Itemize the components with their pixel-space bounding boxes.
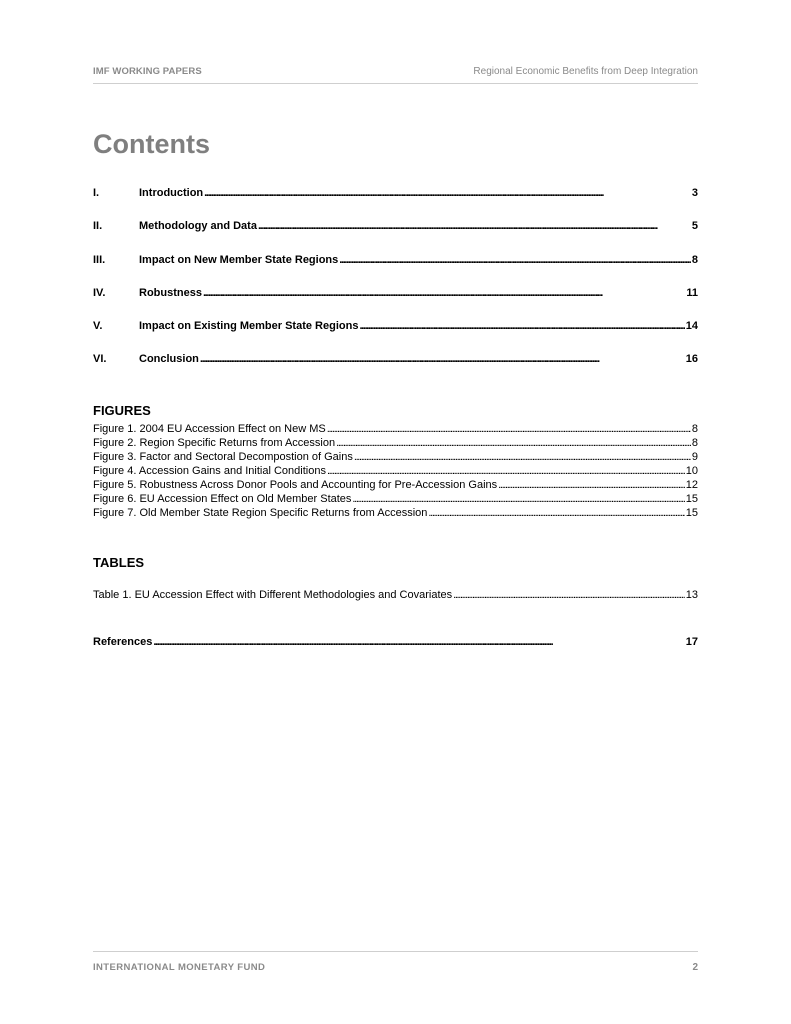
toc-label: Introduction [139,187,204,199]
footer-organization: INTERNATIONAL MONETARY FUND [93,962,266,973]
toc-page-number: 14 [685,320,698,332]
header-paper-title: Regional Economic Benefits from Deep Integration [473,66,698,77]
dot-leader [200,353,685,365]
dot-leader [203,287,685,299]
toc-page-number: 11 [686,287,698,299]
figure-entry[interactable] [93,437,698,449]
dot-leader [354,451,691,463]
toc-label: Conclusion [139,353,199,365]
figure-page-number: 12 [685,479,698,491]
dot-leader [258,220,691,232]
figure-entry[interactable] [93,451,698,463]
references-page-number: 17 [685,636,698,648]
toc-entry-robustness[interactable] [93,287,698,299]
toc-entry-existing-member-states[interactable] [93,320,698,332]
dot-leader [204,187,691,199]
footer-page-number: 2 [692,962,698,973]
dot-leader [339,254,691,266]
table-entry[interactable] [93,589,698,601]
figure-page-number: 8 [691,423,698,435]
dot-leader [359,320,684,332]
dot-leader [352,493,684,505]
figure-page-number: 9 [691,451,698,463]
page-footer [93,951,698,976]
dot-leader [498,479,685,491]
page-title: Contents [93,129,210,159]
toc-label: Impact on New Member State Regions [139,254,339,266]
figure-page-number: 8 [691,437,698,449]
page-header [93,64,698,84]
toc-number: V. [93,320,103,332]
figure-entry[interactable] [93,507,698,519]
toc-page-number: 5 [691,220,698,232]
figure-entry[interactable] [93,423,698,435]
toc-page-number: 3 [691,187,698,199]
toc-label: Robustness [139,287,202,299]
figure-label: Figure 3. Factor and Sectoral Decompostion of Gains [93,451,353,463]
dot-leader [327,423,691,435]
figure-label: Figure 6. EU Accession Effect on Old Member States [93,493,352,505]
figure-entry[interactable] [93,465,698,477]
figure-entry[interactable] [93,493,698,505]
toc-entry-references[interactable] [93,636,698,648]
dot-leader [153,636,684,648]
references-label: References [93,636,153,648]
figure-page-number: 15 [685,507,698,519]
toc-entry-methodology[interactable] [93,220,698,232]
table-label: Table 1. EU Accession Effect with Different Methodologies and Covariates [93,589,453,601]
toc-number: IV. [93,287,106,299]
dot-leader [327,465,685,477]
figure-label: Figure 1. 2004 EU Accession Effect on New MS [93,423,326,435]
toc-number: III. [93,254,106,266]
figure-page-number: 10 [685,465,698,477]
toc-page-number: 16 [685,353,698,365]
dot-leader [428,507,684,519]
toc-label: Impact on Existing Member State Regions [139,320,359,332]
toc-number: I. [93,187,100,199]
dot-leader [453,589,685,601]
figure-label: Figure 5. Robustness Across Donor Pools and Accounting for Pre-Accession Gains [93,479,498,491]
header-series-title: IMF WORKING PAPERS [93,66,202,77]
toc-number: II. [93,220,103,232]
toc-entry-introduction[interactable] [93,187,698,199]
table-page-number: 13 [685,589,698,601]
figures-heading: FIGURES [93,403,151,418]
tables-heading: TABLES [93,555,145,570]
toc-page-number: 8 [691,254,698,266]
figure-label: Figure 7. Old Member State Region Specific Returns from Accession [93,507,428,519]
toc-number: VI. [93,353,107,365]
figure-label: Figure 4. Accession Gains and Initial Conditions [93,465,326,477]
figure-label: Figure 2. Region Specific Returns from Accession [93,437,336,449]
toc-label: Methodology and Data [139,220,257,232]
toc-entry-new-member-states[interactable] [93,254,698,266]
toc-entry-conclusion[interactable] [93,353,698,365]
figure-page-number: 15 [685,493,698,505]
dot-leader [336,437,691,449]
figure-entry[interactable] [93,479,698,491]
